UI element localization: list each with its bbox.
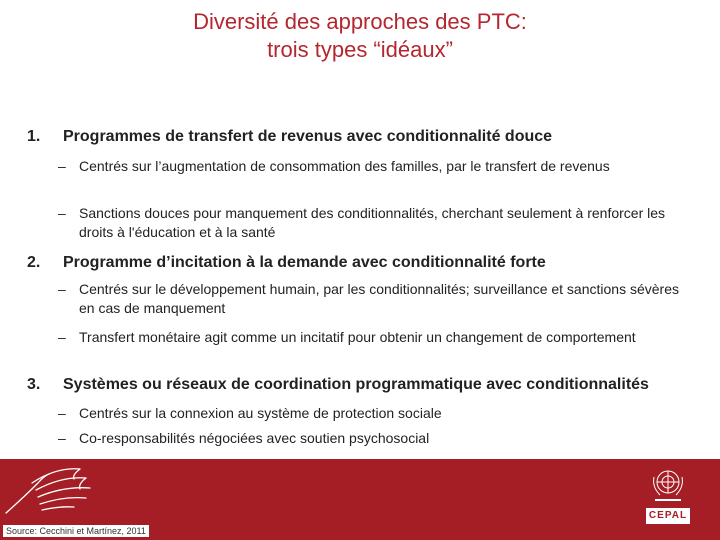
dash-icon: –: [58, 329, 66, 345]
dash-icon: –: [58, 281, 66, 297]
title-line-2: trois types “idéaux”: [267, 37, 453, 62]
hand-logo-icon: [2, 463, 112, 519]
dash-icon: –: [58, 405, 66, 421]
bullet-text: Centrés sur l’augmentation de consommation des familles, par le transfert de revenus: [79, 158, 610, 174]
title-line-1: Diversité des approches des PTC:: [193, 9, 527, 34]
dash-icon: –: [58, 430, 66, 446]
dash-icon: –: [58, 158, 66, 174]
item-number: 1.: [27, 128, 41, 145]
bullet: [58, 280, 698, 318]
list-item-3: [27, 376, 707, 456]
cepal-logo: CEPAL: [646, 508, 690, 524]
bullet-text: Co-responsabilités négociées avec soutien psychosocial: [79, 430, 430, 446]
bullet: [58, 429, 698, 448]
bullet: [58, 328, 698, 347]
item-heading: Programmes de transfert de revenus avec conditionnalité douce: [63, 128, 553, 145]
source-note: Source: Cecchini et Martínez, 2011: [3, 525, 149, 537]
footer-band: [0, 459, 720, 540]
united-nations-emblem-icon: [646, 465, 690, 505]
item-heading: Systèmes ou réseaux de coordination programmatique avec conditionnalités: [63, 376, 649, 393]
bullet-text: Centrés sur le développement humain, par les conditionnalités; surveillance et sanctions sévères en cas de manquement: [79, 281, 679, 316]
dash-icon: –: [58, 205, 66, 221]
item-heading: Programme d’incitation à la demande avec conditionnalité forte: [63, 254, 546, 271]
bullet-text: Sanctions douces pour manquement des conditionnalités, cherchant seulement à renforcer les droits à l'éducation et à la santé: [79, 205, 666, 240]
bullet-text: Centrés sur la connexion au système de protection sociale: [79, 405, 442, 421]
list-item-2: [27, 254, 707, 374]
bullet: [58, 404, 698, 423]
item-number: 3.: [27, 376, 41, 393]
slide-title: [0, 8, 720, 64]
bullet-text: Transfert monétaire agit comme un incitatif pour obtenir un changement de comportement: [79, 329, 636, 345]
bullet: [58, 157, 698, 176]
list-item-1: [27, 128, 707, 248]
item-number: 2.: [27, 254, 41, 271]
bullet: [58, 204, 698, 242]
